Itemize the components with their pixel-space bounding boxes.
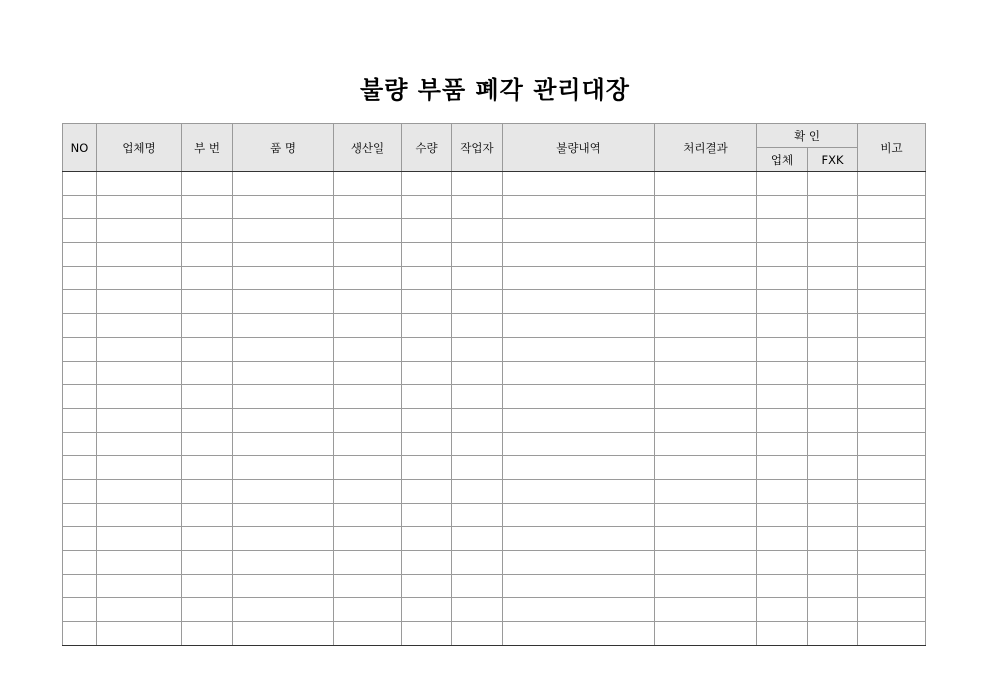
cell-item-name[interactable] <box>233 314 334 338</box>
cell-worker[interactable] <box>452 361 503 385</box>
cell-item-name[interactable] <box>233 290 334 314</box>
cell-company[interactable] <box>97 598 182 622</box>
cell-company[interactable] <box>97 195 182 219</box>
cell-company[interactable] <box>97 622 182 646</box>
cell-no[interactable] <box>63 598 97 622</box>
cell-result[interactable] <box>655 551 757 575</box>
page-title: 불량 부품 폐각 관리대장 <box>360 76 630 104</box>
table-row <box>63 266 926 290</box>
cell-quantity[interactable] <box>402 622 452 646</box>
header-remarks: 비고 <box>858 124 926 172</box>
cell-confirm-fxk[interactable] <box>808 622 858 646</box>
cell-quantity[interactable] <box>402 551 452 575</box>
cell-production-date[interactable] <box>334 622 402 646</box>
table-header <box>63 124 926 172</box>
cell-production-date[interactable] <box>334 527 402 551</box>
cell-no[interactable] <box>63 195 97 219</box>
cell-no[interactable] <box>63 290 97 314</box>
cell-confirm-fxk[interactable] <box>808 172 858 196</box>
cell-worker[interactable] <box>452 622 503 646</box>
cell-confirm-company[interactable] <box>757 195 808 219</box>
cell-company[interactable] <box>97 503 182 527</box>
cell-remarks[interactable] <box>858 243 926 267</box>
cell-quantity[interactable] <box>402 503 452 527</box>
cell-production-date[interactable] <box>334 219 402 243</box>
cell-no[interactable] <box>63 385 97 409</box>
cell-defect-details[interactable] <box>503 195 655 219</box>
cell-confirm-company[interactable] <box>757 551 808 575</box>
table-row <box>63 361 926 385</box>
table-body <box>63 172 926 646</box>
cell-defect-details[interactable] <box>503 290 655 314</box>
cell-no[interactable] <box>63 314 97 338</box>
cell-part-no[interactable] <box>182 551 233 575</box>
cell-confirm-company[interactable] <box>757 243 808 267</box>
cell-confirm-fxk[interactable] <box>808 266 858 290</box>
cell-part-no[interactable] <box>182 598 233 622</box>
cell-remarks[interactable] <box>858 195 926 219</box>
cell-remarks[interactable] <box>858 574 926 598</box>
cell-confirm-company[interactable] <box>757 266 808 290</box>
cell-worker[interactable] <box>452 551 503 575</box>
cell-confirm-fxk[interactable] <box>808 408 858 432</box>
cell-part-no[interactable] <box>182 479 233 503</box>
cell-confirm-fxk[interactable] <box>808 290 858 314</box>
cell-company[interactable] <box>97 479 182 503</box>
cell-quantity[interactable] <box>402 266 452 290</box>
cell-part-no[interactable] <box>182 219 233 243</box>
cell-part-no[interactable] <box>182 574 233 598</box>
cell-production-date[interactable] <box>334 503 402 527</box>
cell-result[interactable] <box>655 622 757 646</box>
cell-confirm-company[interactable] <box>757 219 808 243</box>
cell-confirm-company[interactable] <box>757 479 808 503</box>
cell-confirm-company[interactable] <box>757 172 808 196</box>
cell-remarks[interactable] <box>858 290 926 314</box>
cell-result[interactable] <box>655 479 757 503</box>
header-no: NO <box>63 124 97 172</box>
cell-part-no[interactable] <box>182 385 233 409</box>
cell-confirm-fxk[interactable] <box>808 574 858 598</box>
cell-confirm-fxk[interactable] <box>808 432 858 456</box>
cell-confirm-fxk[interactable] <box>808 337 858 361</box>
cell-remarks[interactable] <box>858 622 926 646</box>
cell-no[interactable] <box>63 243 97 267</box>
cell-quantity[interactable] <box>402 598 452 622</box>
cell-defect-details[interactable] <box>503 219 655 243</box>
cell-part-no[interactable] <box>182 503 233 527</box>
table-row <box>63 598 926 622</box>
cell-production-date[interactable] <box>334 574 402 598</box>
cell-worker[interactable] <box>452 479 503 503</box>
cell-production-date[interactable] <box>334 266 402 290</box>
cell-part-no[interactable] <box>182 432 233 456</box>
cell-company[interactable] <box>97 385 182 409</box>
cell-remarks[interactable] <box>858 456 926 480</box>
cell-quantity[interactable] <box>402 243 452 267</box>
cell-defect-details[interactable] <box>503 622 655 646</box>
cell-company[interactable] <box>97 574 182 598</box>
cell-remarks[interactable] <box>858 432 926 456</box>
cell-confirm-fxk[interactable] <box>808 479 858 503</box>
cell-company[interactable] <box>97 172 182 196</box>
cell-no[interactable] <box>63 172 97 196</box>
cell-company[interactable] <box>97 290 182 314</box>
cell-confirm-company[interactable] <box>757 574 808 598</box>
header-part-no: 부 번 <box>182 124 233 172</box>
cell-no[interactable] <box>63 551 97 575</box>
cell-company[interactable] <box>97 551 182 575</box>
cell-confirm-fxk[interactable] <box>808 456 858 480</box>
cell-confirm-fxk[interactable] <box>808 219 858 243</box>
cell-worker[interactable] <box>452 574 503 598</box>
cell-worker[interactable] <box>452 527 503 551</box>
cell-no[interactable] <box>63 432 97 456</box>
cell-quantity[interactable] <box>402 314 452 338</box>
cell-item-name[interactable] <box>233 361 334 385</box>
cell-result[interactable] <box>655 598 757 622</box>
cell-confirm-company[interactable] <box>757 314 808 338</box>
cell-defect-details[interactable] <box>503 574 655 598</box>
cell-part-no[interactable] <box>182 408 233 432</box>
cell-worker[interactable] <box>452 195 503 219</box>
header-company: 업체명 <box>97 124 182 172</box>
header-worker: 작업자 <box>452 124 503 172</box>
cell-part-no[interactable] <box>182 243 233 267</box>
table-row <box>63 432 926 456</box>
cell-company[interactable] <box>97 266 182 290</box>
cell-production-date[interactable] <box>334 385 402 409</box>
cell-confirm-fxk[interactable] <box>808 361 858 385</box>
cell-result[interactable] <box>655 527 757 551</box>
header-defect-details: 불량내역 <box>503 124 655 172</box>
cell-defect-details[interactable] <box>503 172 655 196</box>
cell-result[interactable] <box>655 456 757 480</box>
cell-company[interactable] <box>97 408 182 432</box>
header-confirm: 확 인 <box>757 124 858 148</box>
cell-no[interactable] <box>63 219 97 243</box>
table-row <box>63 503 926 527</box>
cell-worker[interactable] <box>452 219 503 243</box>
cell-confirm-company[interactable] <box>757 361 808 385</box>
cell-confirm-company[interactable] <box>757 456 808 480</box>
cell-company[interactable] <box>97 314 182 338</box>
cell-production-date[interactable] <box>334 314 402 338</box>
cell-remarks[interactable] <box>858 598 926 622</box>
cell-no[interactable] <box>63 622 97 646</box>
cell-quantity[interactable] <box>402 172 452 196</box>
cell-remarks[interactable] <box>858 314 926 338</box>
cell-quantity[interactable] <box>402 432 452 456</box>
cell-no[interactable] <box>63 479 97 503</box>
cell-worker[interactable] <box>452 243 503 267</box>
cell-result[interactable] <box>655 503 757 527</box>
cell-item-name[interactable] <box>233 527 334 551</box>
cell-part-no[interactable] <box>182 622 233 646</box>
cell-confirm-company[interactable] <box>757 290 808 314</box>
cell-result[interactable] <box>655 574 757 598</box>
cell-worker[interactable] <box>452 385 503 409</box>
cell-defect-details[interactable] <box>503 432 655 456</box>
cell-worker[interactable] <box>452 172 503 196</box>
cell-result[interactable] <box>655 408 757 432</box>
cell-confirm-company[interactable] <box>757 598 808 622</box>
cell-part-no[interactable] <box>182 527 233 551</box>
cell-item-name[interactable] <box>233 219 334 243</box>
cell-production-date[interactable] <box>334 172 402 196</box>
table-row <box>63 314 926 338</box>
cell-worker[interactable] <box>452 314 503 338</box>
cell-result[interactable] <box>655 195 757 219</box>
cell-quantity[interactable] <box>402 195 452 219</box>
cell-company[interactable] <box>97 243 182 267</box>
cell-quantity[interactable] <box>402 574 452 598</box>
cell-defect-details[interactable] <box>503 385 655 409</box>
cell-no[interactable] <box>63 266 97 290</box>
table-row <box>63 574 926 598</box>
ledger-table <box>62 123 926 646</box>
table-row <box>63 456 926 480</box>
table-row <box>63 243 926 267</box>
cell-item-name[interactable] <box>233 432 334 456</box>
cell-confirm-company[interactable] <box>757 622 808 646</box>
cell-company[interactable] <box>97 432 182 456</box>
cell-item-name[interactable] <box>233 266 334 290</box>
cell-defect-details[interactable] <box>503 479 655 503</box>
cell-part-no[interactable] <box>182 266 233 290</box>
cell-confirm-company[interactable] <box>757 385 808 409</box>
cell-result[interactable] <box>655 172 757 196</box>
cell-defect-details[interactable] <box>503 314 655 338</box>
cell-confirm-fxk[interactable] <box>808 503 858 527</box>
table-row <box>63 622 926 646</box>
cell-defect-details[interactable] <box>503 361 655 385</box>
cell-production-date[interactable] <box>334 290 402 314</box>
table-row <box>63 385 926 409</box>
cell-remarks[interactable] <box>858 479 926 503</box>
cell-part-no[interactable] <box>182 361 233 385</box>
table-row <box>63 195 926 219</box>
cell-item-name[interactable] <box>233 337 334 361</box>
cell-item-name[interactable] <box>233 172 334 196</box>
cell-item-name[interactable] <box>233 195 334 219</box>
cell-production-date[interactable] <box>334 195 402 219</box>
table-row <box>63 527 926 551</box>
cell-production-date[interactable] <box>334 456 402 480</box>
cell-result[interactable] <box>655 385 757 409</box>
cell-worker[interactable] <box>452 456 503 480</box>
cell-quantity[interactable] <box>402 456 452 480</box>
cell-production-date[interactable] <box>334 243 402 267</box>
cell-quantity[interactable] <box>402 527 452 551</box>
cell-confirm-company[interactable] <box>757 527 808 551</box>
cell-item-name[interactable] <box>233 551 334 575</box>
cell-item-name[interactable] <box>233 243 334 267</box>
cell-remarks[interactable] <box>858 551 926 575</box>
cell-defect-details[interactable] <box>503 527 655 551</box>
cell-no[interactable] <box>63 527 97 551</box>
cell-remarks[interactable] <box>858 337 926 361</box>
header-result: 처리결과 <box>655 124 757 172</box>
cell-defect-details[interactable] <box>503 456 655 480</box>
cell-remarks[interactable] <box>858 172 926 196</box>
cell-item-name[interactable] <box>233 479 334 503</box>
cell-no[interactable] <box>63 574 97 598</box>
cell-production-date[interactable] <box>334 551 402 575</box>
cell-item-name[interactable] <box>233 574 334 598</box>
cell-remarks[interactable] <box>858 527 926 551</box>
cell-production-date[interactable] <box>334 361 402 385</box>
cell-quantity[interactable] <box>402 219 452 243</box>
cell-part-no[interactable] <box>182 195 233 219</box>
cell-confirm-fxk[interactable] <box>808 195 858 219</box>
cell-part-no[interactable] <box>182 290 233 314</box>
cell-item-name[interactable] <box>233 622 334 646</box>
header-production-date: 생산일 <box>334 124 402 172</box>
cell-defect-details[interactable] <box>503 551 655 575</box>
cell-company[interactable] <box>97 456 182 480</box>
table-row <box>63 290 926 314</box>
cell-part-no[interactable] <box>182 172 233 196</box>
cell-part-no[interactable] <box>182 337 233 361</box>
cell-company[interactable] <box>97 527 182 551</box>
cell-defect-details[interactable] <box>503 337 655 361</box>
cell-company[interactable] <box>97 361 182 385</box>
cell-worker[interactable] <box>452 503 503 527</box>
cell-defect-details[interactable] <box>503 598 655 622</box>
cell-remarks[interactable] <box>858 266 926 290</box>
header-quantity: 수량 <box>402 124 452 172</box>
cell-production-date[interactable] <box>334 408 402 432</box>
cell-result[interactable] <box>655 290 757 314</box>
cell-remarks[interactable] <box>858 361 926 385</box>
cell-production-date[interactable] <box>334 598 402 622</box>
cell-remarks[interactable] <box>858 503 926 527</box>
cell-confirm-fxk[interactable] <box>808 598 858 622</box>
cell-result[interactable] <box>655 243 757 267</box>
cell-defect-details[interactable] <box>503 243 655 267</box>
cell-confirm-fxk[interactable] <box>808 385 858 409</box>
cell-quantity[interactable] <box>402 385 452 409</box>
cell-defect-details[interactable] <box>503 408 655 432</box>
cell-remarks[interactable] <box>858 385 926 409</box>
cell-quantity[interactable] <box>402 361 452 385</box>
cell-remarks[interactable] <box>858 219 926 243</box>
cell-no[interactable] <box>63 337 97 361</box>
cell-worker[interactable] <box>452 290 503 314</box>
cell-quantity[interactable] <box>402 337 452 361</box>
cell-confirm-fxk[interactable] <box>808 551 858 575</box>
cell-result[interactable] <box>655 219 757 243</box>
cell-result[interactable] <box>655 337 757 361</box>
cell-confirm-company[interactable] <box>757 408 808 432</box>
cell-confirm-company[interactable] <box>757 337 808 361</box>
header-confirm-fxk: FXK <box>808 148 858 172</box>
cell-confirm-fxk[interactable] <box>808 527 858 551</box>
cell-worker[interactable] <box>452 266 503 290</box>
cell-no[interactable] <box>63 456 97 480</box>
cell-defect-details[interactable] <box>503 266 655 290</box>
cell-result[interactable] <box>655 266 757 290</box>
cell-item-name[interactable] <box>233 456 334 480</box>
cell-confirm-fxk[interactable] <box>808 243 858 267</box>
cell-quantity[interactable] <box>402 479 452 503</box>
header-item-name: 품 명 <box>233 124 334 172</box>
table-row <box>63 479 926 503</box>
cell-part-no[interactable] <box>182 314 233 338</box>
table-row <box>63 172 926 196</box>
cell-item-name[interactable] <box>233 385 334 409</box>
cell-no[interactable] <box>63 408 97 432</box>
cell-item-name[interactable] <box>233 503 334 527</box>
cell-confirm-company[interactable] <box>757 503 808 527</box>
cell-worker[interactable] <box>452 408 503 432</box>
cell-defect-details[interactable] <box>503 503 655 527</box>
cell-production-date[interactable] <box>334 479 402 503</box>
cell-result[interactable] <box>655 432 757 456</box>
cell-no[interactable] <box>63 361 97 385</box>
header-confirm-company: 업체 <box>757 148 808 172</box>
cell-remarks[interactable] <box>858 408 926 432</box>
table-row <box>63 337 926 361</box>
cell-quantity[interactable] <box>402 408 452 432</box>
cell-production-date[interactable] <box>334 432 402 456</box>
cell-quantity[interactable] <box>402 290 452 314</box>
cell-no[interactable] <box>63 503 97 527</box>
cell-item-name[interactable] <box>233 598 334 622</box>
table-row <box>63 551 926 575</box>
cell-item-name[interactable] <box>233 408 334 432</box>
cell-part-no[interactable] <box>182 456 233 480</box>
cell-company[interactable] <box>97 337 182 361</box>
cell-production-date[interactable] <box>334 337 402 361</box>
table-row <box>63 408 926 432</box>
cell-result[interactable] <box>655 314 757 338</box>
table-row <box>63 219 926 243</box>
cell-worker[interactable] <box>452 337 503 361</box>
cell-result[interactable] <box>655 361 757 385</box>
cell-company[interactable] <box>97 219 182 243</box>
cell-worker[interactable] <box>452 432 503 456</box>
cell-worker[interactable] <box>452 598 503 622</box>
cell-confirm-fxk[interactable] <box>808 314 858 338</box>
cell-confirm-company[interactable] <box>757 432 808 456</box>
